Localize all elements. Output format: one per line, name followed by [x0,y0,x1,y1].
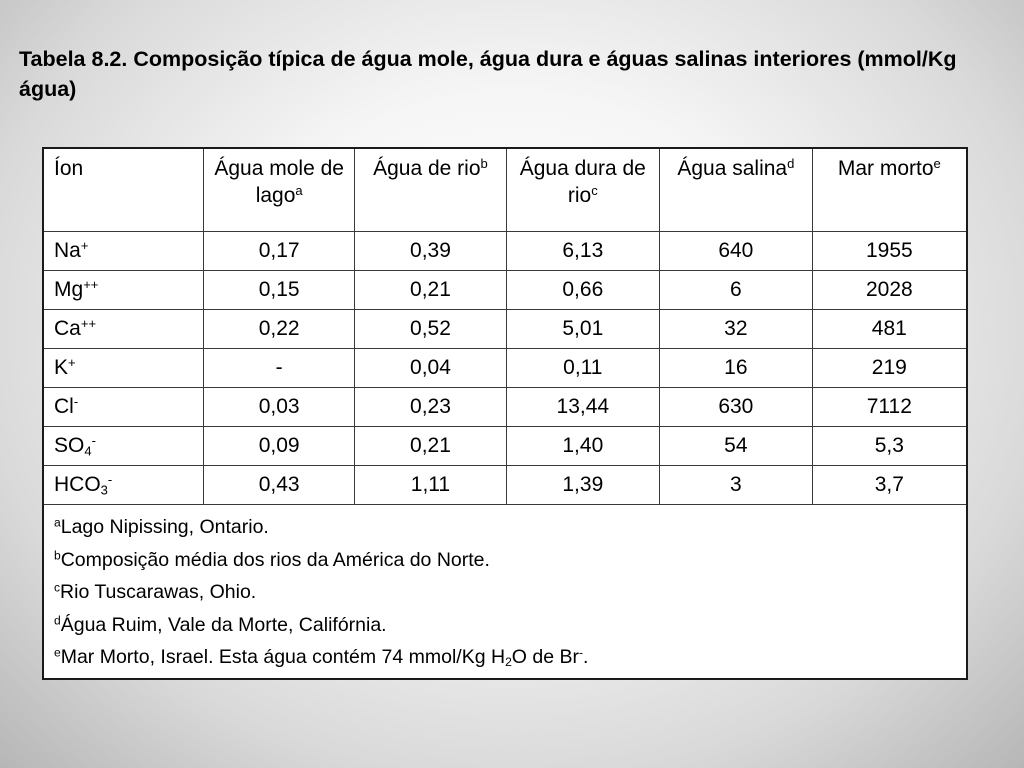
header-agua-mole-lago: Água mole de lago$^a$ [204,148,355,232]
footnote-d: $^d$Água Ruim, Vale da Morte, Califórnia. [54,612,387,636]
footnotes-cell [43,505,967,679]
value-cell: 1955 [812,232,967,271]
value-cell: 630 [660,388,813,427]
value-cell: 0,21 [355,271,506,310]
value-cell: 1,39 [506,466,659,505]
header-row [43,148,967,232]
ion-cell: $SO_4^-$ [43,427,204,466]
ion-cell: $HCO_3^-$ [43,466,204,505]
value-cell: 0,21 [355,427,506,466]
table-title: Tabela 8.2. Composição típica de água mole, água dura e águas salinas interiores (mmol/Kg água) [19,47,957,101]
value-cell: 0,04 [355,349,506,388]
value-cell: 1,11 [355,466,506,505]
value-cell: 6 [660,271,813,310]
table-row [43,388,967,427]
value-cell: 0,09 [204,427,355,466]
ion-cell: Cl- [43,388,204,427]
ion-cell: Ca++ [43,310,204,349]
value-cell: 5,3 [812,427,967,466]
value-cell: 2028 [812,271,967,310]
header-agua-salina: Água salina$^d$ [660,148,813,232]
value-cell: 0,43 [204,466,355,505]
value-cell: 0,52 [355,310,506,349]
footnote-a: $^a$Lago Nipissing, Ontario. [54,515,269,538]
value-cell: 219 [812,349,967,388]
ion-cell: Mg++ [43,271,204,310]
value-cell: 1,40 [506,427,659,466]
value-cell: 0,66 [506,271,659,310]
footnotes-row [43,505,967,679]
value-cell: 5,01 [506,310,659,349]
value-cell: 0,11 [506,349,659,388]
table-row [43,232,967,271]
value-cell: - [204,349,355,388]
table-row [43,466,967,505]
value-cell: 0,03 [204,388,355,427]
value-cell: 16 [660,349,813,388]
header-ion: Íon [43,148,204,232]
value-cell: 3 [660,466,813,505]
value-cell: 7112 [812,388,967,427]
table-row [43,349,967,388]
value-cell: 3,7 [812,466,967,505]
ion-cell: Na+ [43,232,204,271]
table-row [43,427,967,466]
value-cell: 0,22 [204,310,355,349]
value-cell: 13,44 [506,388,659,427]
value-cell: 481 [812,310,967,349]
header-agua-rio: Água de rio$^b$ [355,148,506,232]
footnote-e: $^e$Mar Morto, Israel. Esta água contém 74 mmol/Kg $H_2O$ de Br-. [54,645,589,670]
value-cell: 0,15 [204,271,355,310]
ion-cell: K+ [43,349,204,388]
value-cell: 6,13 [506,232,659,271]
value-cell: 32 [660,310,813,349]
header-mar-morto: Mar morto$^e$ [812,148,967,232]
value-cell: 54 [660,427,813,466]
table-row [43,310,967,349]
value-cell: 0,39 [355,232,506,271]
footnote-b: $^b$Composição média dos rios da América do Norte. [54,547,490,571]
header-agua-dura-rio: Água dura de rio$^c$ [506,148,659,232]
table-row [43,271,967,310]
value-cell: 640 [660,232,813,271]
footnote-c: $^c$Rio Tuscarawas, Ohio. [54,580,257,603]
composition-table [42,147,968,680]
value-cell: 0,23 [355,388,506,427]
value-cell: 0,17 [204,232,355,271]
